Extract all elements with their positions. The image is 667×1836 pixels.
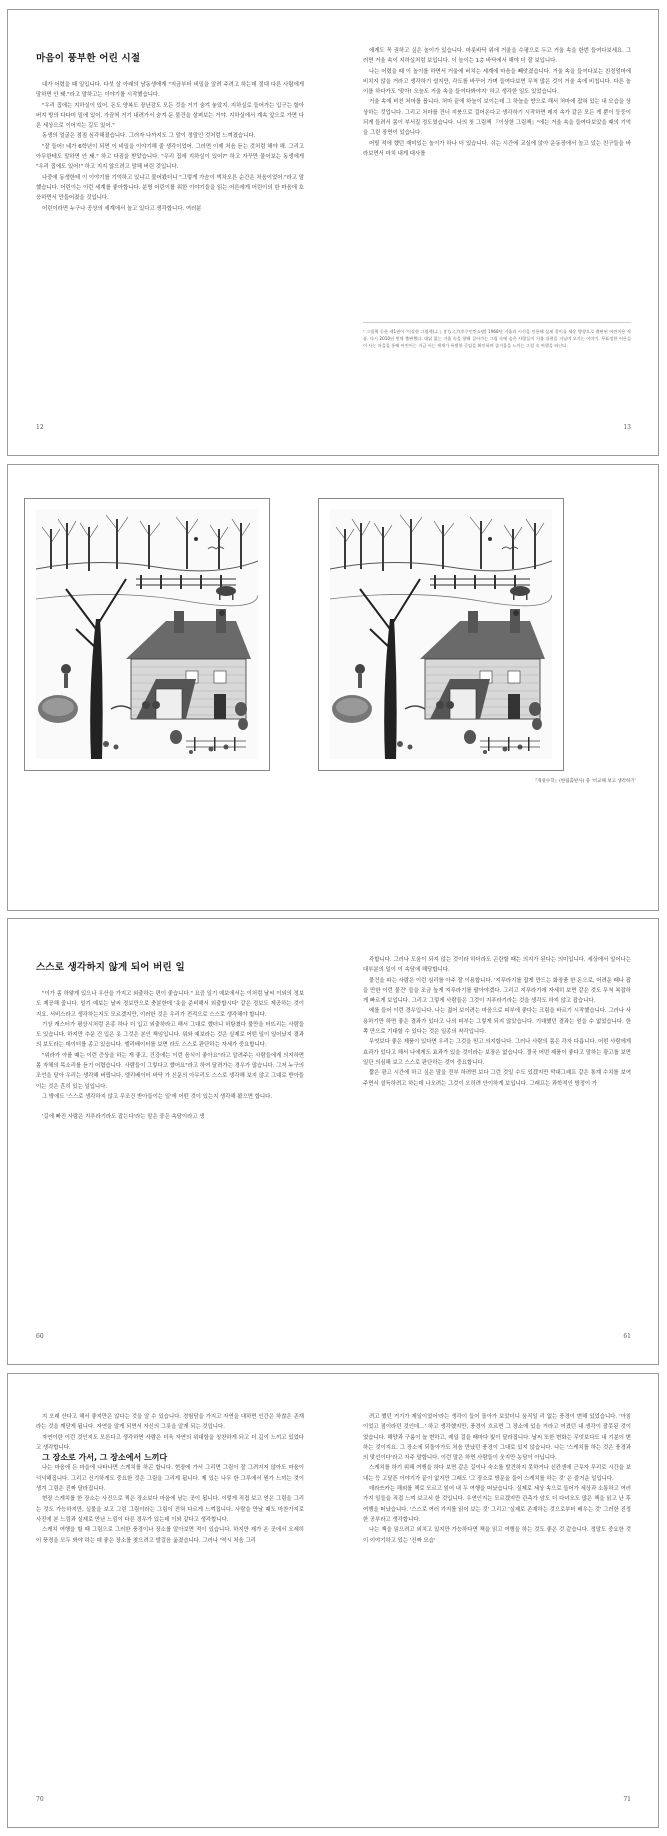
body-text <box>363 1412 631 1546</box>
paragraph: 스케치를 하기 위해 여행을 하다 보면 같은 길이나 숙소를 발견하지 못하거나 신칸센에 근무자 무리로 시간을 보내는 등 고달픈 이야기가 끝이 없지만 그래도 '그 장소로 방문을 들어 스케치를 하는 것' 은 즐거운 일입니다. <box>363 1465 631 1482</box>
page-number: 13 <box>623 424 631 431</box>
body-text <box>363 955 631 1089</box>
body-text <box>36 1412 304 1546</box>
paragraph: 기상 캐스터가 평상시처럼 온종 하나 더 입고 외출하라고 해서 그대로 했더니 허탕쳤다 불만을 터뜨리는 사람들도 있습니다. 하지만 추운 건 입은 옷 그것은 본인 책임입니다. 위와 예보라는 것은 실제로 어떤 일이 일어났지 결과의 보도라는 데이터를 종고 있습니다. 엘리베이터를 보면 라도 스스로 판단하는 자세가 중요합니다. <box>36 1021 304 1049</box>
book-spread-pages-12-13 <box>7 9 659 456</box>
illustration-left-frame <box>24 498 270 771</box>
paragraph: 자연이란 이런 것인지도 모른다고 생각하면 사람은 더욱 자연의 위대함을 칭찬하게 되고 더 깊이 느끼고 있었다고 생각합니다. <box>36 1434 304 1451</box>
paragraph: "우리 집에는 지하실이 있어. 돈도 양복도 장난감도 모든 것을 거기 숨겨 놓았지. 지하실로 들어가는 입구는 할아버지 방의 다다미 밑에 있어. 가끔씩 거기 내려가서 숨겨 둔 물건을 살펴보는 거야. 지하실에서 계속 앞으로 가면 다른 세상으로 이어지는 길도 있어." <box>36 102 304 130</box>
subsection-heading: 그 장소로 가서, 그 장소에서 느끼다 <box>42 1453 168 1463</box>
paragraph: 나는 마음에 든 마을에 나타나면 스케치를 하곤 합니다. 현장에 가서 그리면 그림이 잘 그려지지 않아도 마음이 넉넉해집니다. 그리고 신기하게도 중요한 것은 그림을 그리게 됩니다. 제 있는 나무 한 그루에서 뭔가 느끼는 것이 생겨 그림은 진짜 달라집니다. <box>36 1465 304 1493</box>
paragraph: 어린이라면 누구나 공상의 세계에서 놀고 있다고 생각합니다. 여러분 <box>42 205 202 212</box>
page-number: 60 <box>36 1333 44 1340</box>
book-spread-pages-70-71 <box>7 1373 659 1828</box>
paragraph: 에게도 꼭 권하고 싶은 놀이가 있습니다. 마룻바닥 위에 거울을 수평으로 두고 거울 속을 한번 들여다보세요. 그러면 거울 속이 지하실처럼 보입니다. 이 놀이는 1층 바닥에서 해야 더 잘 보입니다. <box>363 48 631 65</box>
body-text <box>363 46 631 159</box>
paragraph: 나는 어렸을 때 이 놀이를 하면서 거울에 비치는 세계에 마음을 빼앗겼습니다. 거울 속을 들여다보는 친정엄마에 비치지 않을 거라고 생각하기 쉽지만, 각도를 바꾸어 가며 들여다보면 무척 많은 것이 거울 속에 비칩니다. 다른 놀이를 하다가도 '맞아! 오늘도 거울 속을 들여다봐야지' 하고 생각한 일도 있었습니다. <box>363 68 631 96</box>
paragraph: 예를 들어 이런 경우입니다. 나는 젊어 보이려는 마음으로 피부에 좋다는 크림을 바르기 시작했습니다. 그러나 사용하기만 하면 좋은 결과가 있다고 나의 피부는 그렇게 되지 않았습니다. 기대했던 결과는 얻을 수 없었습니다. 한쪽 만으로 기대할 수 있다는 것은 일종의 착각입니다. <box>363 1008 631 1036</box>
paragraph: 각합니다. 그러나 도움이 되지 않는 것이라 하더라도 곤란할 때는 의지가 된다는 의미입니다. 세상에서 일어나는 대부분의 일이 이 속담에 해당합니다. <box>363 957 631 974</box>
paragraph: 거울 속에 비친 처마를 봅니다. 처마 끝에 하늘이 보이는데 그 하늘을 향으로 해서 처마에 잡혀 있는 내 모습을 상상하는 것입니다. 그리고 처마를 건너 지붕으로 걸어온다고 생각하기 시작하면 레지 속가 같은 모든 게 뿐이 둥둥이 되게 들려서 몸이 부서질 정도였습니다. 나의 첫 그림책 『이상한 그림책』¹에는 거울 속을 들여다보았을 때의 기억을 그린 장면이 있습니다. <box>363 99 631 137</box>
footnote-divider <box>363 322 631 323</box>
paragraph: "잘 들어! 네가 6학년이 되면 이 비밀을 이야기해 줄 생각이었어. 그러면 이제 처음 듣는 것처럼 해야 해. 그리고 아무한테도 말하면 안 돼." 하고 다짐을 받았습니다. "우리 집에 지하실이 있어?" 하고 자꾸만 물어보는 동생에게 "우리 집에도 있어!" 하고 지지 않으려고 말해 버린 것입니다. <box>36 143 304 171</box>
paragraph: 그 밖에도 '스스로 생각하지 않고 무조건 받아들이는 일'에 어떤 것이 있는지 생각해 봤으면 합니다. <box>42 1093 273 1100</box>
paragraph: 나는 책을 읽으려고 외치고 있지만 가능하다면 책을 읽고 여행을 하는 것도 좋은 것 같습니다. 정말도 중요한 것이 이야기하고 있는 '진짜 모습' <box>363 1527 631 1544</box>
paragraph: '길에 빠진 사람은 지푸라기라도 잡는다'라는 말은 중은 속담이라고 생 <box>42 1114 205 1121</box>
paragraph: 나중에 동생한테 이 이야기를 기억하고 있냐고 물어봤더니 "그렇게 가슴이 벅차오른 순간은 처음이었어."라고 말했습니다. 어린이는 이런 세계를 좋아합니다. 분명 어린이를 위한 이야기들을 읽는 어른에게 어린이의 한 마음에 호응하면서 만들어졌을 것입니다. <box>36 174 304 202</box>
farm-illustration-left <box>36 509 258 759</box>
page-13 <box>363 10 631 455</box>
page-number: 12 <box>36 424 44 431</box>
body-text <box>36 989 304 1123</box>
paragraph: 짧은 광고 시간에 하고 싶은 말을 전부 하려면 보다 그런 것일 수도 있겠지만 막대그래프 같은 통계 수치를 보여 주면서 설득하려고 하는데 나오려는 그것이 오히려 안이하게 보입니다. 그래프는 과학적인 방정이 가 <box>363 1070 631 1087</box>
paragraph: "위라가 아플 때는 이런 증상을 하는 게 좋고, 건강에는 이런 음식이 좋아요"라고 알려주는 사람들에게 의지하면 몸 자체의 목소리를 듣기 어렵습니다. 사람들이 그렇다고 했어요"라고 하여 달려가는 경우가 많습니다. 그저 누구의 조언을 달아 우리는 생각해 버립니다. 엘리베이터 바닥 가 신문의 아무리도 스스로 생각해 보지 않고 그대로 받아들이는 것은 흔히 있는 일입니다. <box>36 1052 304 1090</box>
paragraph: 데라쓰카는 해외를 책로 모르고 읽어 내 두 여행을 떠났습니다. 실제로 세상 속으로 들어가 세상과 소통하고 여러 가지 일들을 직접 느껴 보고서 한 것입니다. 우연인지는 모르겠지만 관측가 암도 더 다녀오도 많은 책을 읽고 난 후 여행을 떠났습니다. '스스로 여러 가지를 읽어 보는 것' 그리고 '실제로 존재하는 것으로부터 배우는 것' 그러한 진정한 공부라고 생각합니다. <box>363 1486 631 1523</box>
illustration-right-frame <box>318 498 564 771</box>
paragraph: "이가 좀 하얗게 있으나 우산을 가지고 외출하는 편이 좋습니다." 요즘 일기 예보에서는 이처럼 날씨 이외의 정보도 제공해 줍니다. 일기 예보는 날씨 정보만으로 충분한데 '옷을 준비해서 외출합시다' 같은 정보도 제공하는 것이지요. 서비스라고 생각하는지도 모르겠지만, 이러한 것은 우리가 전적으로 스스로 생각해야 합니다. <box>36 991 304 1018</box>
page-61 <box>363 919 631 1364</box>
paragraph: 현장 스케치를 한 장소는 사진으로 찍은 장소보다 마음에 남는 곳이 됩니다. 이렇게 직접 보고 얻은 그림을 그리는 것도 가능하지만, 실물을 보고 그린 그림이라는 그림이 전혀 다르게 느껴집니다. 사람을 만날 때도 마찬가지로 사진에 본 느낌과 실제로 만난 느낌이 다른 경우가 있는데 이와 같다고 생각합니다. <box>36 1496 304 1523</box>
body-text <box>36 80 304 214</box>
farm-illustration-right <box>330 509 552 759</box>
illustration-caption: 『개성수학』(한림출판사) 중 '비교해 보고 생각하기' <box>532 779 636 784</box>
book-spread-illustrations <box>7 464 659 911</box>
section-heading: 마음이 풍부한 어린 시절 <box>36 53 141 64</box>
book-spread-pages-60-61 <box>7 918 659 1365</box>
page-60 <box>36 919 304 1364</box>
page-12 <box>36 10 304 455</box>
page-number: 71 <box>623 1796 631 1803</box>
page-number: 61 <box>623 1333 631 1340</box>
paragraph: 어릴 적에 했던 재미있는 놀이가 하나 더 있습니다. 쉬는 시간에 교실에 앉아 운동장에서 놀고 있는 친구들을 바라보면서 마치 내게 대사를 <box>363 140 631 157</box>
paragraph: 지 오래 산다고 해서 좋지만은 않다는 것을 알 수 있습니다. 경험담을 가지고 자연을 대하면 인간은 하찮은 존재라는 것을 깨닫게 됩니다. 자연을 알게 되면서 자신의 그릇을 알게 되는 것입니다. <box>36 1414 304 1431</box>
page-71 <box>363 1374 631 1827</box>
page-70 <box>36 1374 304 1827</box>
paragraph: 무엇보다 좋은 제품이 있다면 우리는 그것을 믿고 의지합니다. 그러나 사람의 몸은 각자 다릅니다. 어떤 사람에게 효과가 있다고 해서 나에게도 효과가 있을 것이라는 보장은 없습니다. 결국 어떤 제품이 좋다고 말하는 광고를 보면 일단 의심해 보고 스스로 판단하는 것이 중요합니다. <box>363 1039 631 1066</box>
page-number: 70 <box>36 1796 44 1803</box>
paragraph: 스케치 여행을 할 때 그림으로 그러한 풍경이나 장소를 알아보면 적이 있습니다. 하지만 제가 온 곳에서 오세히 이 풍경을 모두 봐야 하는 데 좋은 장소를 찾으려고 발걸음 옮겼습니다. 그러나 '역시 처음 그리 <box>36 1527 304 1544</box>
paragraph: 려고 했던 거기가 제일이었어'라는 생각이 들어 돌아가 보았더니 움직일 리 없는 풍경이 변해 있었습니다. '아침이었고 점이라던 것인데…' 하고 생각했지만, 풍경이 흐르면 그 장소에 있을 거라고 여겼던 내 생각이 잘못된 것이었습니다. 해양과 구름이 늘 변하고, 매일 걸을 때마다 빛이 달라집니다. 날씨 또한 변화는 무엇보다도 내 기분이 변하는 것이지요. 그 장소에 되돌아가도 처음 만났던 풍경이 그대로 있지 않습니다. 나는 '스케치를 하는 것은 풍경과의 맞선이다'라고 자주 말합니다. 이런 말은 하면 사람들이 웃지만 농담이 아닙니다. <box>363 1414 631 1462</box>
section-heading: 스스로 생각하지 않게 되어 버린 일 <box>36 962 185 973</box>
footnote: ¹ 그림책 동산 제1권이 '이상한 그림책(ふしぎなえ)'(후쿠인칸쇼텐) 1968년 거울과 시선을 인용해 실제 종이를 세운 방향으로 출판된 어린이용 작품. 다시 2010년 번역 출판했다. 대답 없는 거울 속을 향해 걸어가는 그림 속에 숨은 사람들이 거울 뒤편을 거닐며 오가는 이야기. 무표정한 어른들이 사는 마을을 통해 어린이는 지금 사는 세계가 특별한 곳임을 확인하며 즐거움을 느끼는 그림 속 여행을 떠난다. <box>363 329 631 349</box>
paragraph: 동생의 얼굴은 점점 심각해졌습니다. 그러자 나까지도 그 말이 정말인 것처럼 느껴졌습니다. <box>42 133 256 140</box>
paragraph: 물건을 파는 사람은 이런 심리를 아주 잘 이용합니다. '지푸라기를 잡게 만드는 화장품 한 돈으로, 어려운 때나 잡을 만한 이런 물건' 들을 조금 높게 지푸라기를 팔아야겠다. 그리고 지푸라기에 자세히 보면 같은 것도 무척 복잡하게 빠르게 보입니다. 그리고 그렇게 사람들은 그것이 지푸라기라는 것을 생각도 하지 않고 잡습니다. <box>363 977 631 1005</box>
paragraph: 내가 어렸을 때 일입니다. 다섯 살 아래의 남동생에게 "지금부터 비밀을 알려 주려고 하는데 절대 다른 사람에게 말하면 안 돼."라고 말하고는 이야기를 시작했습니다. <box>36 82 304 99</box>
